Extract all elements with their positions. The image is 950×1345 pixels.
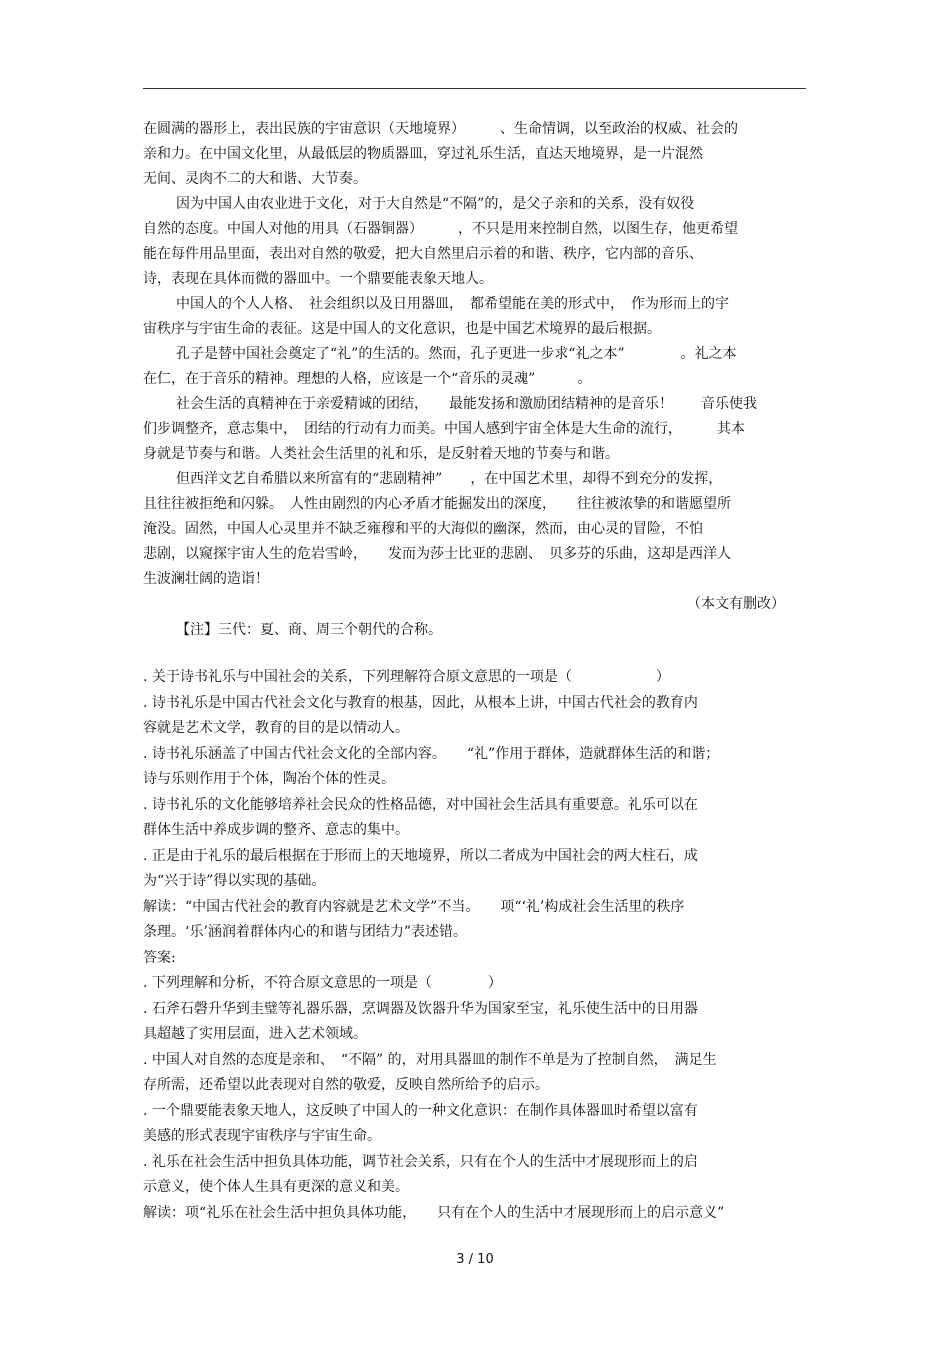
article-line: 们步调整齐，意志集中， 团结的行动有力而美。中国人感到宇宙全体是大生命的流行， 其本 xyxy=(143,421,745,437)
question-line: 为“兴于诗”得以实现的基础。 xyxy=(143,873,326,889)
question-line: 具超越了实用层面，进入艺术领域。 xyxy=(143,1026,367,1042)
question-line: 解读：“中国古代社会的教育内容就是艺术文学”不当。 项“‘礼’构成社会生活里的秩序 xyxy=(143,898,685,915)
question-line: . 一个鼎要能表象天地人，这反映了中国人的一种文化意识：在制作具体器皿时希望以富有 xyxy=(143,1102,698,1119)
question-line: 美感的形式表现宇宙秩序与宇宙生命。 xyxy=(143,1128,381,1144)
question-line: . 礼乐在社会生活中担负具体功能，调节社会关系，只有在个人的生活中才展现形而上的启 xyxy=(143,1153,698,1170)
question-line: 示意义，使个体人生具有更深的意义和美。 xyxy=(143,1179,409,1195)
article-line: 中国人的个人人格、 社会组织以及日用器皿， 都希望能在美的形式中， 作为形而上的宇 xyxy=(176,296,729,312)
question-line: . 诗书礼乐是中国古代社会文化与教育的根基，因此，从根本上讲，中国古代社会的教育内 xyxy=(143,694,698,711)
article-line: 在仁，在于音乐的精神。理想的人格，应该是一个“音乐的灵魂” 。 xyxy=(143,371,592,387)
question-line: 存所需，还希望以此表现对自然的敬爱，反映自然所给予的启示。 xyxy=(143,1077,549,1093)
article-line: 无间、灵肉不二的大和谐、大节奏。 xyxy=(143,171,367,187)
article-line: 悲剧，以窥探宇宙人生的危岩雪岭， 发而为莎士比亚的悲剧、 贝多芬的乐曲，这却是西洋人 xyxy=(143,546,731,562)
article-line: 诗，表现在具体而微的器皿中。一个鼎要能表象天地人。 xyxy=(143,271,493,287)
article-line: 但西洋文艺自希腊以来所富有的“悲剧精神” ，在中国艺术里，却得不到充分的发挥， xyxy=(176,471,723,487)
article-line: 孔子是替中国社会奠定了“礼”的生活的。然而，孔子更进一步求“礼之本” 。礼之本 xyxy=(176,346,737,362)
article-line: 淹没。固然，中国人心灵里并不缺乏雍穆和平的大海似的幽深，然而，由心灵的冒险，不怕 xyxy=(143,521,703,537)
annotation-note: 【注】三代：夏、商、周三个朝代的合称。 xyxy=(176,622,442,638)
article-line: 自然的态度。中国人对他的用具（石器铜器） ，不只是用来控制自然，以图生存，他更希望 xyxy=(143,221,738,237)
question-line: . 正是由于礼乐的最后根据在于形而上的天地境界，所以二者成为中国社会的两大柱石，成 xyxy=(143,847,698,864)
question-line: 解读：项“礼乐在社会生活中担负具体功能， 只有在个人的生活中才展现形而上的启示意义” xyxy=(143,1204,725,1221)
header-rule xyxy=(143,88,806,89)
article-line: 生波澜壮阔的造诣！ xyxy=(143,571,269,587)
question-line: 条理。‘乐’涵润着群体内心的和谐与团结力”表述错。 xyxy=(143,924,468,940)
source-note: （本文有删改） xyxy=(687,596,785,612)
question-line: 诗与乐则作用于个体，陶冶个体的性灵。 xyxy=(143,771,395,787)
article-line: 能在每件用品里面，表出对自然的敬爱，把大自然里启示着的和谐、秩序，它内部的音乐、 xyxy=(143,246,703,262)
page-number: 3 / 10 xyxy=(456,1252,494,1267)
article-line: 宙秩序与宇宙生命的表征。这是中国人的文化意识，也是中国艺术境界的最后根据。 xyxy=(143,321,661,337)
question-line: . 关于诗书礼乐与中国社会的关系，下列理解符合原文意思的一项是（ ） xyxy=(143,669,670,685)
question-line: . 下列理解和分析，不符合原文意思的一项是（ ） xyxy=(143,975,502,991)
question-line: 答案: xyxy=(143,949,176,966)
article-line: 且往往被拒绝和闪躲。 人性由剧烈的内心矛盾才能掘发出的深度， 往往被浓挚的和谐愿望所 xyxy=(143,496,731,512)
question-line: . 诗书礼乐的文化能够培养社会民众的性格品德，对中国社会生活具有重要意。礼乐可以在 xyxy=(143,796,698,813)
article-line: 身就是节奏与和谐。人类社会生活里的礼和乐，是反射着天地的节奏与和谐。 xyxy=(143,446,619,462)
question-line: . 诗书礼乐涵盖了中国古代社会文化的全部内容。 “礼”作用于群体，造就群体生活的和谐； xyxy=(143,745,720,762)
article-line: 社会生活的真精神在于亲爱精诚的团结， 最能发扬和激励团结精神的是音乐！ 音乐使我 xyxy=(176,396,757,412)
question-line: . 石斧石磬升华到圭璧等礼器乐器，烹调器及饮器升华为国家至宝，礼乐使生活中的日用器 xyxy=(143,1000,698,1017)
article-line: 在圆满的器形上，表出民族的宇宙意识（天地境界） 、生命情调，以至政治的权威、社会的 xyxy=(143,121,738,137)
question-line: 群体生活中养成步调的整齐、意志的集中。 xyxy=(143,822,409,838)
article-line: 因为中国人由农业进于文化，对于大自然是“不隔”的，是父子亲和的关系，没有奴役 xyxy=(176,196,695,212)
question-line: 容就是艺术文学，教育的目的是以情动人。 xyxy=(143,720,409,736)
article-line: 亲和力。在中国文化里，从最低层的物质器皿，穿过礼乐生活，直达天地境界，是一片混然 xyxy=(143,146,703,162)
question-line: . 中国人对自然的态度是亲和、 “不隔” 的，对用具器皿的制作不单是为了控制自然， 满足生 xyxy=(143,1051,717,1068)
